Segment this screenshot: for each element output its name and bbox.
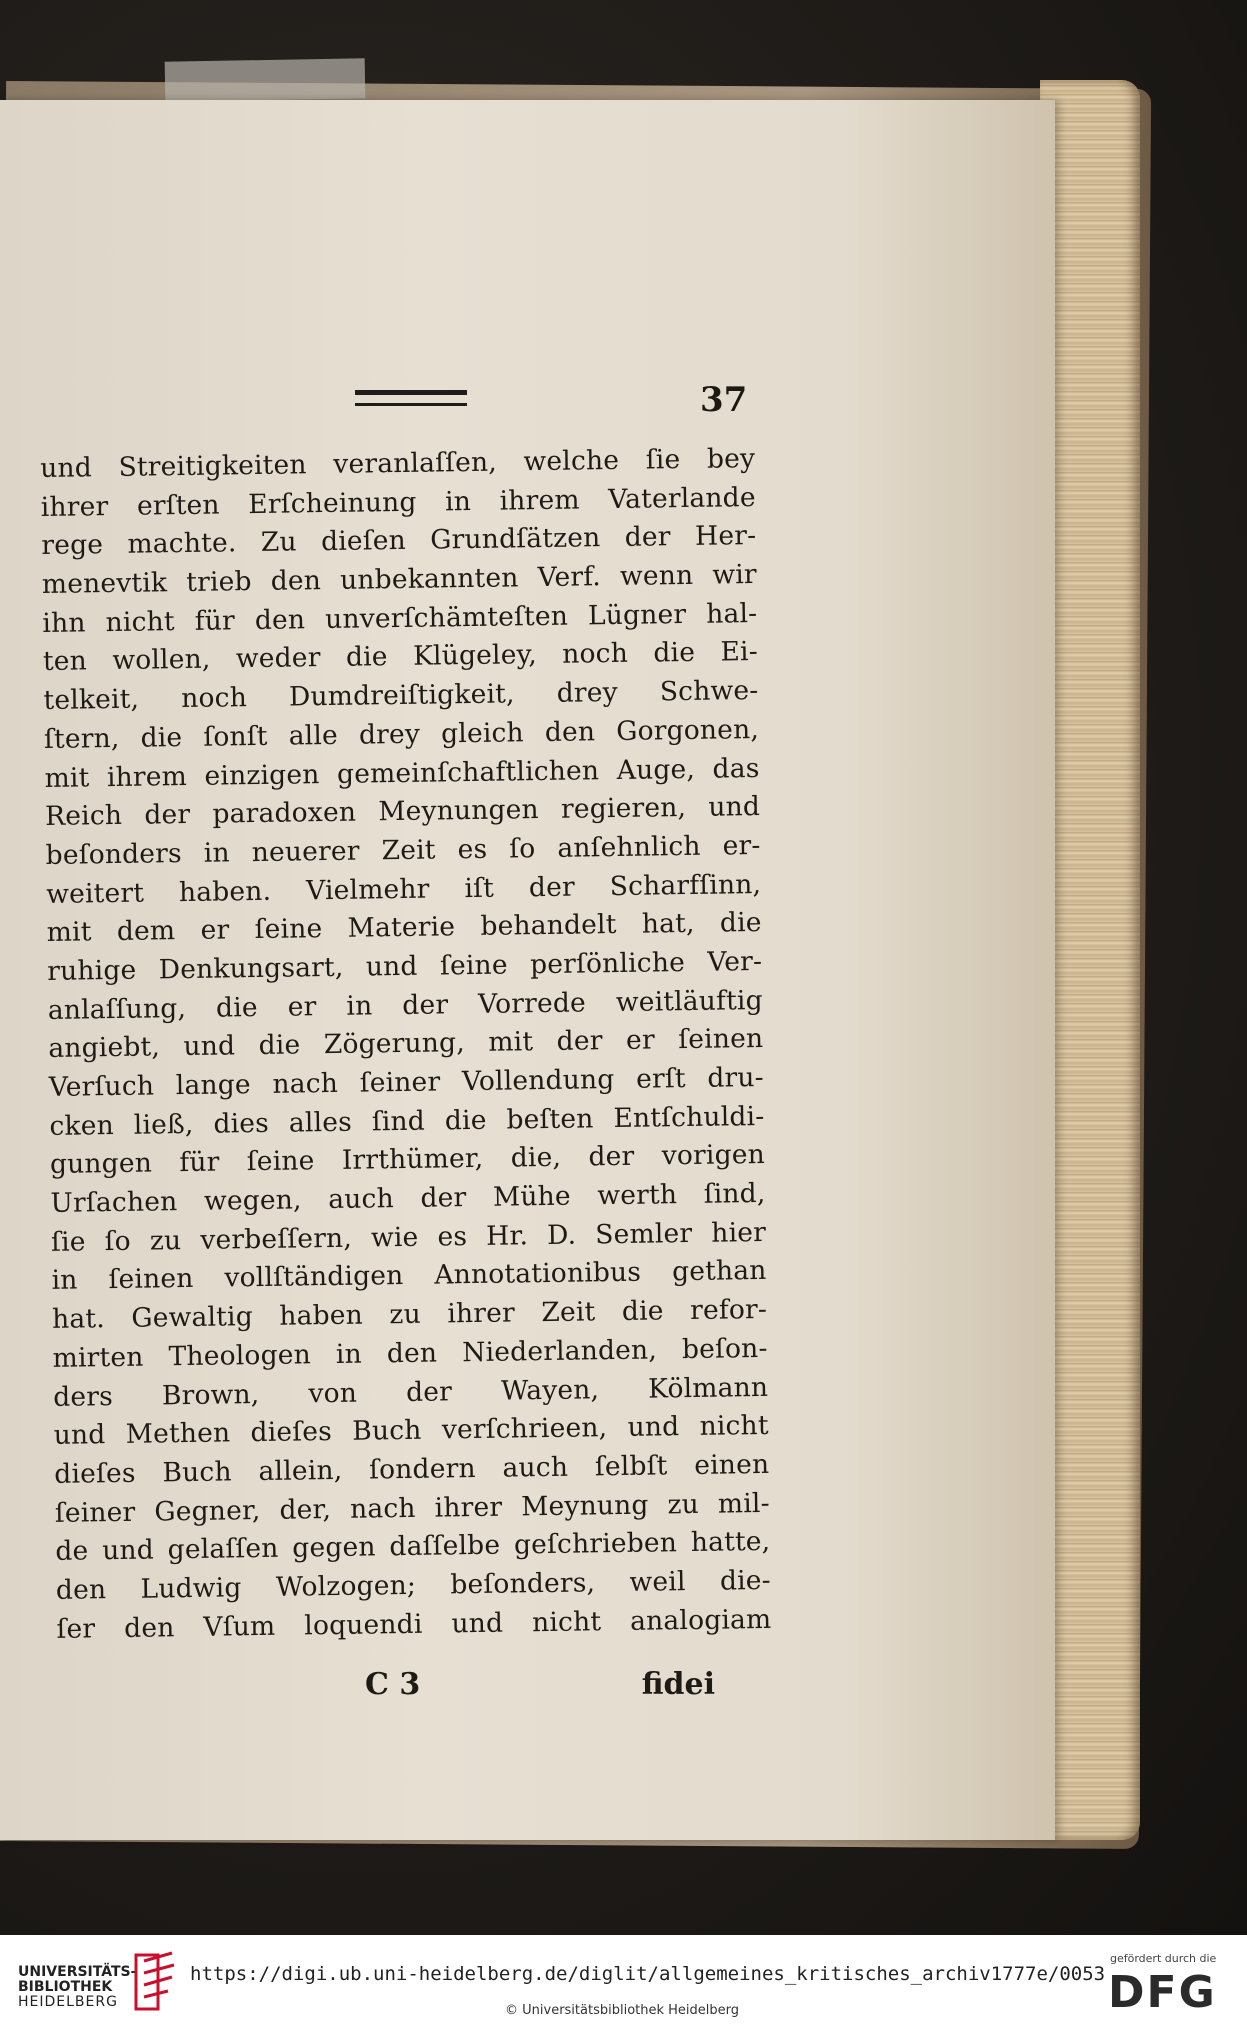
- text-line: Verſuch lange nach ſeiner Vollendung erſt dru-: [48, 1061, 765, 1103]
- text-line: ſie ſo zu verbeſſern, wie es Hr. D. Semler hier: [50, 1216, 767, 1258]
- body-text: [40, 440, 772, 1649]
- dfg-logo-icon: DFG: [1108, 1967, 1217, 2018]
- text-line: angiebt, und die Zögerung, mit der er ſeinen: [48, 1023, 764, 1065]
- library-name-line: UNIVERSITÄTS-: [18, 1964, 137, 1980]
- text-line: ihn nicht für den unverſchämteſten Lügner hal-: [42, 597, 758, 639]
- copyright-notice: © Universitätsbibliothek Heidelberg: [505, 2003, 740, 2018]
- library-name-line: BIBLIOTHEK: [18, 1979, 113, 1995]
- text-line: cken ließ, dies alles ſind die beſten Entſchuldi-: [49, 1100, 765, 1142]
- text-line: gungen für ſeine Irrthümer, die, der vorigen: [49, 1139, 766, 1181]
- library-label-sticker: [165, 58, 366, 101]
- text-line: ten wollen, weder die Klügeley, noch die Ei-: [42, 636, 759, 678]
- text-line: beſonders in neuerer Zeit es ſo anſehnlich er-: [45, 829, 761, 871]
- text-line: ders Brown, von der Wayen, Kölmann: [53, 1371, 769, 1413]
- text-line: hat. Gewaltig haben zu ihrer Zeit die refor-: [51, 1294, 768, 1336]
- text-line: mit ihrem einzigen gemeinſchaftlichen Auge, das: [44, 752, 760, 794]
- text-line: menevtik trieb den unbekannten Verf. wenn wir: [41, 559, 758, 601]
- text-line: in ſeinen vollſtändigen Annotationibus gethan: [51, 1255, 767, 1297]
- text-line: Urſachen wegen, auch der Mühe werth ſind,: [50, 1178, 766, 1219]
- book-page: [0, 100, 1055, 1840]
- text-line: den Ludwig Wolzogen; beſonders, weil die-: [55, 1564, 772, 1606]
- page-edge-foxing: [1040, 80, 1140, 1840]
- catchword: fidei: [641, 1667, 715, 1702]
- text-line: ihrer erſten Erſcheinung in ihrem Vaterlande: [40, 481, 756, 523]
- text-line: ſer den Vſum loquendi und nicht analogiam: [56, 1603, 772, 1645]
- library-name-line: HEIDELBERG: [18, 1994, 118, 2010]
- text-line: und Streitigkeiten veranlaſſen, welche ſie bey: [40, 443, 756, 484]
- text-line: de und gelaſſen gegen daſſelbe geſchrieben hatte,: [55, 1526, 771, 1568]
- text-line: rege machte. Zu dieſen Grundſätzen der Her-: [41, 520, 757, 562]
- text-line: weitert haben. Vielmehr iſt der Scharfſinn,: [45, 868, 762, 910]
- header-rule-ornament: [355, 390, 467, 406]
- text-line: ruhige Denkungsart, und ſeine perſönliche Ver-: [47, 945, 763, 987]
- university-library-logo-icon: [128, 1949, 180, 2015]
- text-line: mit dem er ſeine Materie behandelt hat, die: [46, 907, 762, 949]
- text-line: mirten Theologen in den Niederlanden, beſon-: [52, 1332, 768, 1374]
- text-line: ſtern, die ſonſt alle drey gleich den Gorgonen,: [43, 713, 760, 755]
- text-line: telkeit, noch Dumdreiſtigkeit, drey Schwe-: [43, 675, 759, 717]
- library-name: [18, 1965, 136, 2010]
- text-line: anlaſſung, die er in der Vorrede weitläuftig: [47, 984, 763, 1026]
- sponsor-label: gefördert durch die: [1110, 1952, 1217, 1965]
- permalink-url[interactable]: https://digi.ub.uni-heidelberg.de/diglit/allgemeines_kritisches_archiv1777e/0053: [190, 1963, 1106, 1985]
- text-line: dieſes Buch allein, ſondern auch ſelbſt einen: [54, 1448, 770, 1490]
- text-line: Reich der paradoxen Meynungen regieren, und: [44, 791, 761, 833]
- text-line: und Methen dieſes Buch verſchrieen, und nicht: [53, 1410, 769, 1452]
- page-number: 37: [700, 380, 748, 420]
- signature-mark: C 3: [365, 1667, 421, 1702]
- text-line: ſeiner Gegner, der, nach ihrer Meynung zu mil-: [54, 1487, 770, 1529]
- viewer-footer: [0, 1935, 1247, 2026]
